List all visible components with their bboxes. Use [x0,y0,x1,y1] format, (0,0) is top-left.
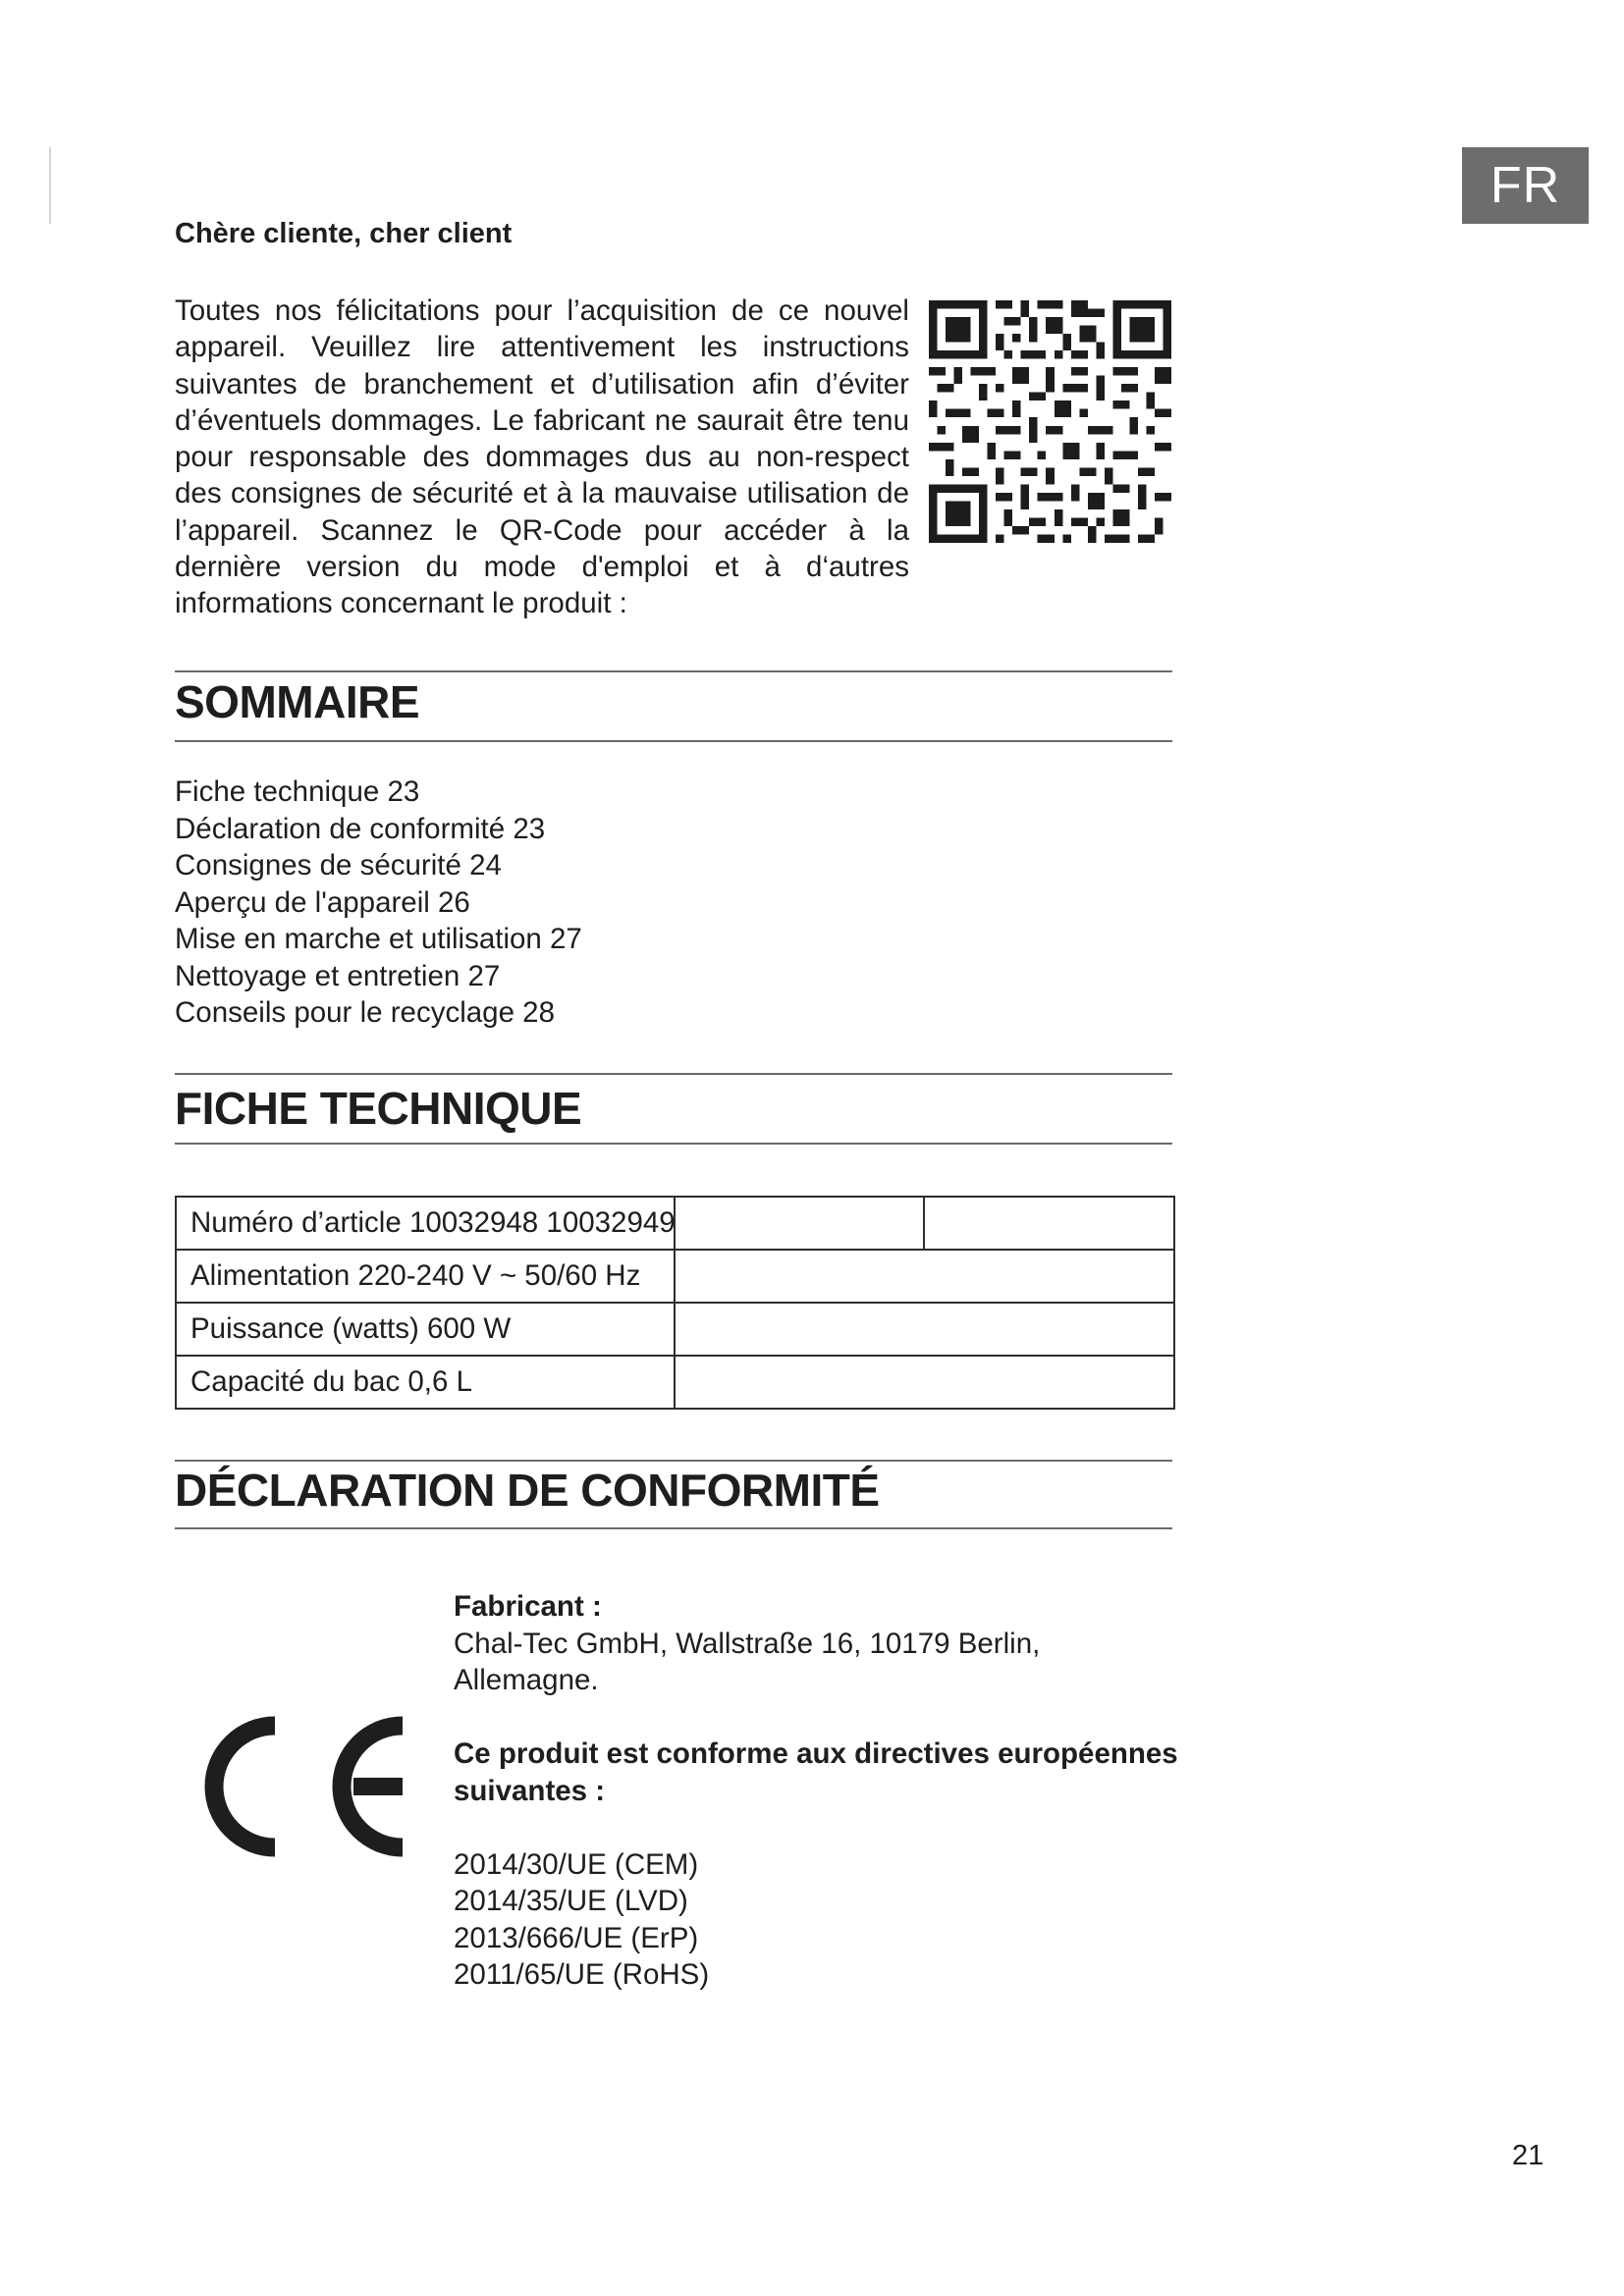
tech-bottom-rule [175,1143,1172,1145]
conformity-top-rule [175,1460,1172,1462]
summary-bottom-rule [175,740,1172,742]
tech-cell-empty [675,1356,1174,1409]
directive-item: 2011/65/UE (RoHS) [454,1958,710,1991]
tech-cell: Alimentation 220-240 V ~ 50/60 Hz [176,1250,675,1303]
directives-intro: Ce produit est conforme aux directives européennes [454,1737,1178,1770]
manufacturer-address: Chal-Tec GmbH, Wallstraße 16, 10179 Berlin, [454,1627,1041,1660]
tech-cell: Numéro d’article 10032948 10032949 [176,1197,675,1250]
directives-intro-cont: suivantes : [454,1774,606,1807]
tech-top-rule [175,1073,1172,1075]
directive-item: 2014/30/UE (CEM) [454,1847,699,1881]
conformity-bottom-rule [175,1527,1172,1529]
summary-item: Fiche technique 23 [175,775,420,808]
page-number: 21 [1512,2140,1544,2171]
directive-item: 2014/35/UE (LVD) [454,1885,688,1917]
tech-table [175,1196,1175,1410]
summary-list [175,774,582,1032]
summary-item: Aperçu de l'appareil 26 [175,885,470,919]
summary-item: Mise en marche et utilisation 27 [175,923,582,955]
directive-item: 2013/666/UE (ErP) [454,1921,699,1954]
tech-cell-empty [675,1303,1174,1356]
table-row [176,1356,1174,1409]
summary-item: Consignes de sécurité 24 [175,849,502,881]
manufacturer-label: Fabricant : [454,1590,602,1623]
qr-code-icon[interactable] [929,300,1171,543]
manufacturer-country: Allemagne. [454,1664,599,1696]
summary-item: Nettoyage et entretien 27 [175,959,501,992]
tech-cell: Capacité du bac 0,6 L [176,1356,675,1409]
tech-cell-empty [924,1197,1174,1250]
summary-top-rule [175,670,1172,672]
table-row [176,1250,1174,1303]
table-row [176,1303,1174,1356]
conformity-title: DÉCLARATION DE CONFORMITÉ [175,1465,880,1516]
tech-cell-empty [675,1197,924,1250]
ce-mark-icon [196,1708,417,1865]
summary-item: Conseils pour le recyclage 28 [175,996,555,1029]
summary-title: SOMMAIRE [175,676,419,727]
margin-mark [49,147,51,224]
tech-cell: Puissance (watts) 600 W [176,1303,675,1356]
tech-cell-empty [675,1250,1174,1303]
summary-item: Déclaration de conformité 23 [175,812,546,845]
conformity-details [454,1588,1180,1994]
greeting: Chère cliente, cher client [175,218,513,249]
table-row [176,1197,1174,1250]
language-badge: FR [1462,147,1589,224]
intro-paragraph: Toutes nos félicitations pour l’acquisition de ce nouvel appareil. Veuillez lire attentivement les instructions suivantes de branchement et d’utilisation afin d’éviter d’éventuels dommages. Le fabricant ne saurait être tenu pour responsable des dommages dus au non-respect des consignes de sécurité et à la mauvaise utilisation de l’appareil. Scannez le QR-Code pour accéder à la dernière version du mode d'emploi et à d‘autres informations concernant le produit : [175,294,909,620]
tech-title: FICHE TECHNIQUE [175,1083,582,1134]
